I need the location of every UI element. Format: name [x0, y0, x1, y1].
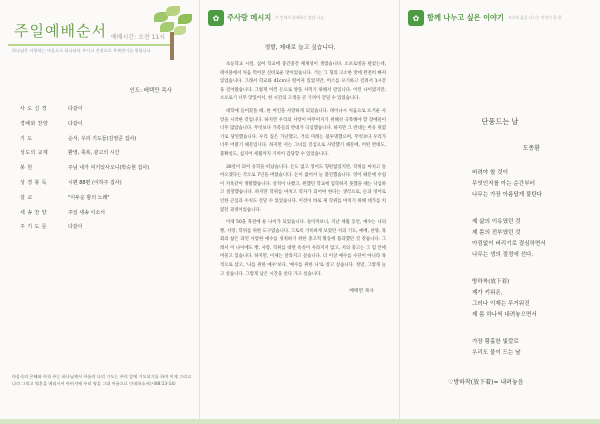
poem-body — [408, 168, 592, 359]
order-row: 경배와 찬양 다같이 — [20, 120, 83, 127]
order-row: 성도의 교제 환영, 축복, 광고의 시간 — [20, 150, 120, 157]
sermon-paragraph: 초등학교 시절, 십여 학교에 중간중간 체제성이 생겼습니다. 소포로벙을 팔았는데, 테이블에서 처음 먹어본 신비로운 맛이었습니다. 거는 그 형의 고소한 맛에 완전히 빠져 있었습니다. 그래서 학교와 41cm나 떨어져 있었지만, 버스를 포기하고 걸려서 1시간을 걸어왔습니다. 그렇게 아낀 돈으로 방을 사먹기 위해서 말입니다. 어린 나이였지만, 소포로기 너무 맛있어서, 한 시간의 고생을 큰 기꺼이 견딜 수 있었습니다. — [220, 62, 386, 102]
order-row: 주 기 도 문 다같이 — [20, 224, 83, 231]
poem-line: 제 삶의 이유였던 것 — [472, 219, 521, 225]
scripture-note: 마음속의 은혜와 아직 주는 하나님께서 아름의 나의 기도는 주의 앞에 기도되기를 하며 이제 그리고 나의 그리고 영혼을 메리시어 아버지에 우리 영을 그대 아름으로 인데하소서(시88:13-14) — [12, 374, 192, 386]
sermon-title: 정발, 제대로 늘고 싶습니다. — [264, 45, 336, 51]
poem-line: 방하착(放下着) — [472, 279, 510, 285]
left-panel-order-of-worship — [0, 0, 200, 424]
bottom-bar — [0, 419, 600, 424]
section-title: 함께 나누고 싶은 이야기 — [427, 13, 504, 22]
right-panel-story — [400, 0, 600, 424]
poem-line: 무엇인지를 아는 순간부터 — [472, 181, 535, 187]
section-title: 주사랑 메시지 — [227, 13, 272, 22]
sermon-author: 배택만 목사 — [349, 289, 374, 295]
section-logo-icon: ✿ — [408, 10, 424, 26]
poem-line: 우리도 물이 드는 날 — [472, 350, 521, 356]
sermon-paragraph: 30살이 되어 유학을 떠났습니다. 돈도 없고 영어도 형편없었지만, 학위를 마치고 돌아오겠다는 각오로 7년을 버텼습니다. 돈이 없어서 늘 불안했습니다. 영어 때문에 수업이 지옥같이 생활했습니다. 성적이 나빴고, 원했던 학교에 입학하지 못했을 때는 낙심하고 절망했습니다. 하지만 학위를 마치고 학자가 되어야 한다는 생각으로, 돈과 영어로 인한 곤심과 수치도 견딜 수 있었습니다. 이것이 바로 제 학위를 마치기 위해 대가를 치렀던 과정이었습니다. — [220, 164, 386, 213]
middle-panel-sermon — [200, 0, 400, 424]
poem-line: 나무는 생의 절정에 선다. — [472, 252, 534, 258]
worship-time: 예배시간: 오전 11시 — [110, 34, 165, 41]
order-row: 성 경 봉 독 시편 88편 (이하주 집사) — [20, 179, 122, 186]
poem-line: 제 몸 하나씩 내려놓으면서 — [472, 312, 537, 318]
poem-line: 제 몸의 전부였던 것 — [472, 230, 521, 236]
order-list — [20, 106, 192, 239]
page-title: 주일예배순서 — [14, 22, 107, 40]
poem-line: 그러나 이제는 무거워진 — [472, 301, 530, 307]
poem-author: 도종환 — [522, 145, 540, 152]
order-row: 설 교 "이두운 밤의 노래" — [20, 194, 110, 201]
poem-line: 아낌없이 버리기로 결심하면서 — [472, 241, 546, 247]
poem-line: 나무는 가장 아름답게 불탄다 — [472, 192, 543, 198]
section-logo-icon: ✿ — [208, 10, 224, 26]
tagline: 하나님은 사랑하는 마음으로 하나되어 주시고 진정으로 축복받기를 원합니다 — [12, 48, 151, 53]
poem-title: 단풍드는 날 — [481, 117, 519, 126]
section-subtitle: 주 안에서 함께하는 말씀 나눔 — [275, 15, 325, 20]
tree-logo-icon — [150, 6, 195, 61]
poem-line: 버려야 할 것이 — [472, 170, 508, 176]
section-subtitle: 서로의 삶을 나누는 이야기 한 편 — [507, 15, 562, 20]
order-row: 사 도 신 경 다같이 — [20, 106, 83, 112]
poem-line: 제가 키워온, — [472, 290, 503, 296]
order-row: 기 도 순서, 우리 기도들(김영준 집사) — [20, 135, 137, 142]
sermon-paragraph: 이제 50을 목전에 둔 나이가 되었습니다. 돌이켜보니, 지난 세월 동안, 예수는 나의 빵, 사랑, 학위를 위한 도구였습니다. 그토록 거룩하게 보였던 저의 기도, 예배, 찬양, 목회의 삶은 과연 사랑한 예수를 성취하기 위한 충고적 활동에 불과했던 것 같습니다. 그래서 이 나이에도 빵, 사랑, 학위를 대면 옥실이 사라지지 않고, 저의 충고는 그 힘 안에 머물고 있습니다. 하지만, 이제는 달라지고 싶습니다. 더 이상 예수를 수단이 아니라 목적으로 삼고, '나를 위한 예수'보다, '예수를 위한 나'로 살고 싶습니다. 정말, 그렇게 늘고 싶습니다. 그렇게 남은 시간을 살다 가고 싶습니다. — [220, 220, 386, 277]
order-row: 새 송 찬 양 주일 새송 이소서 — [20, 209, 105, 216]
title-underline — [8, 44, 170, 46]
order-row: 봉 헌 주님 내가 여기있사오니(박승현 집사) — [20, 165, 150, 172]
poem-line: 가장 황홀한 빛깔로 — [472, 339, 519, 345]
sermon-paragraph: 대학에 들어갔을 때, 한 여인을 사랑하게 되었습니다. 테이나시 처음으로 뜨거운 사랑을 시작한 것입니다. 하지만 우리의 사랑이 아무어지기 위해선 극복해야 할 장애물이 너무 많았습니다. 무엇보다 가족들의 반대가 극심했습니다. 하지만 그 반대는 버유 위였기로 당연했습니다. 우리 집은 가난했고, 거의 미래는 불투명했으며, 무엇보다 우리가 너무 어렸기 때문입니다. 하지만 저는 그녀를 진심으로 사랑했기 때문에, 어떤 반대도, 불확실도, 십지어 세월까지 기꺼이 감당할 수 있었습니다. — [220, 108, 386, 157]
worship-leader: 인도: 배택만 목사 — [129, 88, 172, 94]
poem-footnote: ♡방하착(放下着)= 내려놓음 — [448, 379, 524, 386]
